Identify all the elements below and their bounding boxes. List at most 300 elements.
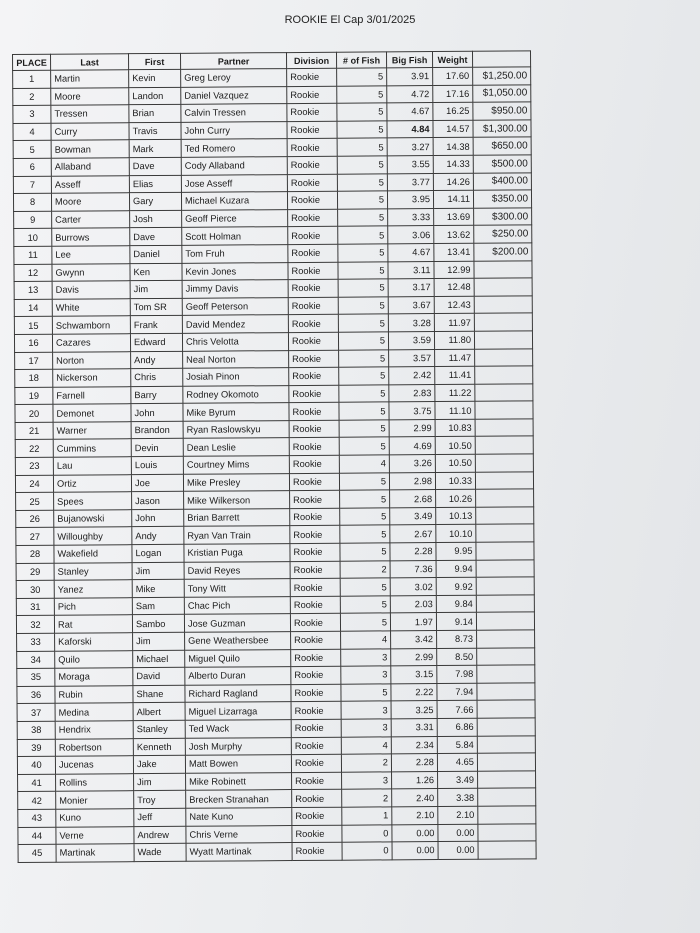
cell-last: Lee <box>52 246 130 264</box>
cell-weight: 11.97 <box>434 314 474 332</box>
cell-payout <box>478 771 536 789</box>
cell-division: Rookie <box>288 315 338 333</box>
cell-big-fish: 3.59 <box>388 331 434 349</box>
cell-weight: 12.48 <box>434 278 474 296</box>
cell-first: Sambo <box>132 615 184 633</box>
cell-last: Cummins <box>53 439 131 457</box>
cell-partner: Jose Asseff <box>181 174 287 192</box>
cell-partner: Tom Fruh <box>182 245 288 263</box>
cell-partner: Tony Witt <box>184 579 290 597</box>
cell-first: Michael <box>133 650 185 668</box>
cell-payout <box>477 647 535 665</box>
cell-weight: 9.92 <box>436 577 476 595</box>
cell-weight: 5.84 <box>437 736 477 754</box>
cell-division: Rookie <box>289 438 339 456</box>
cell-big-fish: 3.25 <box>391 701 437 719</box>
cell-big-fish: 4.72 <box>387 85 433 103</box>
cell-last: Nickerson <box>53 369 131 387</box>
cell-weight: 6.86 <box>437 718 477 736</box>
cell-big-fish: 2.40 <box>392 789 438 807</box>
cell-partner: Neal Norton <box>183 350 289 368</box>
cell-num-fish: 5 <box>340 490 390 508</box>
cell-num-fish: 5 <box>340 613 390 631</box>
cell-payout: $500.00 <box>473 155 531 173</box>
cell-num-fish: 3 <box>342 772 392 790</box>
cell-division: Rookie <box>291 754 341 772</box>
cell-big-fish: 2.99 <box>389 419 435 437</box>
cell-first: Jason <box>132 492 184 510</box>
cell-weight: 11.41 <box>435 366 475 384</box>
cell-place: 39 <box>17 739 55 757</box>
cell-partner: Mike Wilkerson <box>184 491 290 509</box>
cell-last: Lau <box>53 457 131 475</box>
cell-weight: 2.10 <box>438 806 478 824</box>
cell-first: Brandon <box>131 421 183 439</box>
cell-first: Jim <box>132 562 184 580</box>
cell-partner: Nate Kuno <box>186 808 292 826</box>
cell-division: Rookie <box>291 666 341 684</box>
cell-payout: $950.00 <box>473 102 531 120</box>
cell-weight: 11.47 <box>435 349 475 367</box>
cell-last: Schwamborn <box>52 316 130 334</box>
cell-first: Logan <box>132 544 184 562</box>
cell-place: 45 <box>18 844 56 862</box>
cell-weight: 3.38 <box>438 789 478 807</box>
cell-num-fish: 4 <box>339 455 389 473</box>
cell-first: Andy <box>132 527 184 545</box>
cell-last: Stanley <box>54 562 132 580</box>
cell-num-fish: 5 <box>339 437 389 455</box>
cell-division: Rookie <box>288 244 338 262</box>
cell-payout <box>477 683 535 701</box>
cell-partner: Michael Kuzara <box>181 192 287 210</box>
cell-payout <box>477 718 535 736</box>
cell-last: Gwynn <box>52 263 130 281</box>
cell-division: Rookie <box>287 139 337 157</box>
cell-partner: Brian Barrett <box>184 508 290 526</box>
cell-big-fish: 3.49 <box>390 507 436 525</box>
cell-weight: 16.25 <box>433 102 473 120</box>
cell-partner: Gene Weathersbee <box>185 632 291 650</box>
cell-big-fish: 4.84 <box>387 120 433 138</box>
cell-first: Frank <box>130 316 182 334</box>
cell-last: Robertson <box>55 738 133 756</box>
cell-place: 27 <box>16 528 54 546</box>
cell-weight: 10.83 <box>435 419 475 437</box>
cell-num-fish: 5 <box>338 226 388 244</box>
cell-place: 20 <box>15 405 53 423</box>
cell-division: Rookie <box>289 420 339 438</box>
cell-big-fish: 3.67 <box>388 296 434 314</box>
cell-place: 18 <box>15 369 53 387</box>
cell-place: 22 <box>15 440 53 458</box>
cell-big-fish: 2.68 <box>390 490 436 508</box>
cell-weight: 10.50 <box>435 437 475 455</box>
cell-first: Landon <box>129 87 181 105</box>
cell-big-fish: 4.67 <box>388 243 434 261</box>
cell-place: 3 <box>13 105 51 123</box>
cell-place: 19 <box>15 387 53 405</box>
cell-payout <box>475 472 533 490</box>
cell-num-fish: 5 <box>337 173 387 191</box>
cell-division: Rookie <box>292 807 342 825</box>
cell-place: 32 <box>16 616 54 634</box>
cell-big-fish: 7.36 <box>390 560 436 578</box>
cell-last: Wakefield <box>54 545 132 563</box>
header-division: Division <box>286 52 336 68</box>
cell-partner: Kristian Puga <box>184 544 290 562</box>
cell-weight: 14.11 <box>433 190 473 208</box>
cell-last: Allaband <box>51 158 129 176</box>
cell-big-fish: 2.99 <box>391 648 437 666</box>
cell-division: Rookie <box>289 403 339 421</box>
cell-big-fish: 3.77 <box>387 173 433 191</box>
cell-partner: Josh Murphy <box>185 737 291 755</box>
cell-last: Cazares <box>52 334 130 352</box>
cell-num-fish: 3 <box>341 666 391 684</box>
page-title: ROOKIE El Cap 3/01/2025 <box>284 14 416 26</box>
header-place: PLACE <box>13 54 51 70</box>
cell-partner: Wyatt Martinak <box>186 843 292 861</box>
cell-payout: $200.00 <box>474 243 532 261</box>
cell-weight: 10.26 <box>436 490 476 508</box>
cell-big-fish: 0.00 <box>392 824 438 842</box>
cell-place: 2 <box>13 88 51 106</box>
cell-payout <box>474 296 532 314</box>
cell-place: 31 <box>16 598 54 616</box>
cell-num-fish: 4 <box>341 736 391 754</box>
cell-weight: 14.38 <box>433 138 473 156</box>
cell-place: 11 <box>14 246 52 264</box>
cell-big-fish: 2.42 <box>389 367 435 385</box>
cell-num-fish: 5 <box>339 367 389 385</box>
cell-first: Chris <box>131 368 183 386</box>
cell-payout <box>477 630 535 648</box>
cell-place: 25 <box>16 492 54 510</box>
cell-num-fish: 5 <box>337 68 387 86</box>
cell-payout <box>476 612 534 630</box>
cell-first: John <box>131 404 183 422</box>
cell-partner: David Mendez <box>182 315 288 333</box>
cell-big-fish: 3.02 <box>390 578 436 596</box>
cell-payout <box>475 348 533 366</box>
cell-partner: Richard Ragland <box>185 684 291 702</box>
cell-num-fish: 2 <box>340 560 390 578</box>
cell-big-fish: 3.17 <box>388 279 434 297</box>
cell-place: 38 <box>17 721 55 739</box>
cell-division: Rookie <box>291 649 341 667</box>
cell-num-fish: 5 <box>340 525 390 543</box>
cell-partner: Kevin Jones <box>182 262 288 280</box>
cell-last: Spees <box>54 492 132 510</box>
cell-last: Asseff <box>51 175 129 193</box>
cell-place: 28 <box>16 545 54 563</box>
cell-big-fish: 3.28 <box>388 314 434 332</box>
cell-num-fish: 5 <box>338 244 388 262</box>
cell-num-fish: 5 <box>340 508 390 526</box>
cell-first: Wade <box>134 843 186 861</box>
cell-weight: 13.69 <box>434 208 474 226</box>
cell-division: Rookie <box>292 790 342 808</box>
cell-num-fish: 5 <box>340 596 390 614</box>
cell-weight: 17.60 <box>433 67 473 85</box>
cell-payout <box>476 524 534 542</box>
cell-first: Louis <box>131 456 183 474</box>
cell-division: Rookie <box>290 578 340 596</box>
cell-weight: 14.33 <box>433 155 473 173</box>
cell-payout <box>475 384 533 402</box>
cell-big-fish: 1.97 <box>390 613 436 631</box>
cell-place: 42 <box>18 792 56 810</box>
cell-payout <box>475 436 533 454</box>
cell-num-fish: 3 <box>341 648 391 666</box>
cell-partner: Courtney Mims <box>183 456 289 474</box>
cell-division: Rookie <box>291 719 341 737</box>
cell-last: Demonet <box>53 404 131 422</box>
cell-payout <box>474 278 532 296</box>
cell-big-fish: 3.42 <box>391 631 437 649</box>
cell-place: 9 <box>14 211 52 229</box>
cell-first: Stanley <box>133 720 185 738</box>
cell-weight: 7.98 <box>437 665 477 683</box>
cell-division: Rookie <box>290 543 340 561</box>
cell-last: Kaforski <box>55 633 133 651</box>
cell-big-fish: 3.57 <box>389 349 435 367</box>
cell-weight: 9.94 <box>436 560 476 578</box>
cell-last: Yanez <box>54 580 132 598</box>
cell-partner: Dean Leslie <box>183 438 289 456</box>
cell-last: Willoughby <box>54 527 132 545</box>
cell-division: Rookie <box>288 332 338 350</box>
cell-division: Rookie <box>287 156 337 174</box>
cell-partner: Scott Holman <box>182 227 288 245</box>
cell-partner: Chris Verne <box>186 825 292 843</box>
cell-num-fish: 5 <box>337 103 387 121</box>
cell-payout <box>478 806 536 824</box>
cell-division: Rookie <box>289 455 339 473</box>
cell-num-fish: 5 <box>337 85 387 103</box>
cell-first: Ken <box>130 263 182 281</box>
cell-last: Medina <box>55 703 133 721</box>
cell-big-fish: 2.03 <box>390 595 436 613</box>
cell-weight: 9.14 <box>436 613 476 631</box>
cell-first: Albert <box>133 703 185 721</box>
cell-payout: $400.00 <box>473 172 531 190</box>
cell-partner: Daniel Vazquez <box>181 86 287 104</box>
cell-weight: 11.22 <box>435 384 475 402</box>
cell-payout <box>476 507 534 525</box>
cell-first: Devin <box>131 439 183 457</box>
cell-first: Mike <box>132 580 184 598</box>
cell-payout <box>478 841 536 859</box>
cell-place: 34 <box>17 651 55 669</box>
cell-place: 44 <box>18 827 56 845</box>
cell-payout <box>477 700 535 718</box>
cell-first: Edward <box>130 333 182 351</box>
cell-payout <box>475 366 533 384</box>
cell-weight: 12.99 <box>434 261 474 279</box>
cell-last: Rubin <box>55 685 133 703</box>
cell-first: Mark <box>129 140 181 158</box>
cell-last: Moraga <box>55 668 133 686</box>
header-weight: Weight <box>432 51 472 67</box>
cell-division: Rookie <box>291 737 341 755</box>
cell-weight: 8.73 <box>437 630 477 648</box>
cell-num-fish: 2 <box>341 754 391 772</box>
cell-place: 23 <box>15 457 53 475</box>
cell-last: Moore <box>51 87 129 105</box>
cell-big-fish: 2.22 <box>391 683 437 701</box>
header-partner: Partner <box>180 53 286 70</box>
cell-division: Rookie <box>290 614 340 632</box>
cell-num-fish: 5 <box>341 684 391 702</box>
results-table <box>12 50 537 862</box>
cell-num-fish: 5 <box>339 385 389 403</box>
cell-last: White <box>52 298 130 316</box>
cell-last: Davis <box>52 281 130 299</box>
cell-big-fish: 2.98 <box>389 472 435 490</box>
cell-num-fish: 5 <box>339 402 389 420</box>
cell-place: 16 <box>14 334 52 352</box>
cell-weight: 11.80 <box>434 331 474 349</box>
cell-last: Monier <box>56 791 134 809</box>
cell-first: Jim <box>130 280 182 298</box>
cell-payout: $250.00 <box>474 225 532 243</box>
cell-last: Curry <box>51 122 129 140</box>
cell-first: Jake <box>133 755 185 773</box>
cell-division: Rookie <box>292 772 342 790</box>
cell-num-fish: 2 <box>342 789 392 807</box>
cell-partner: Mike Robinett <box>186 772 292 790</box>
cell-weight: 7.66 <box>437 701 477 719</box>
cell-first: Daniel <box>130 245 182 263</box>
cell-big-fish: 3.15 <box>391 666 437 684</box>
cell-first: Brian <box>129 105 181 123</box>
cell-place: 24 <box>15 475 53 493</box>
cell-num-fish: 5 <box>338 209 388 227</box>
cell-place: 5 <box>13 141 51 159</box>
cell-weight: 7.94 <box>437 683 477 701</box>
cell-last: Jucenas <box>55 756 133 774</box>
cell-last: Norton <box>53 351 131 369</box>
cell-division: Rookie <box>287 103 337 121</box>
cell-partner: Ted Wack <box>185 720 291 738</box>
cell-payout <box>475 419 533 437</box>
cell-place: 21 <box>15 422 53 440</box>
cell-payout <box>474 313 532 331</box>
cell-partner: Ryan Van Train <box>184 526 290 544</box>
cell-payout <box>474 260 532 278</box>
cell-payout <box>476 542 534 560</box>
cell-weight: 14.26 <box>433 173 473 191</box>
cell-big-fish: 4.69 <box>389 437 435 455</box>
cell-division: Rookie <box>289 367 339 385</box>
cell-place: 33 <box>17 633 55 651</box>
cell-division: Rookie <box>288 297 338 315</box>
cell-first: Andy <box>131 351 183 369</box>
cell-big-fish: 1.26 <box>392 771 438 789</box>
cell-weight: 9.95 <box>436 542 476 560</box>
cell-big-fish: 2.67 <box>390 525 436 543</box>
cell-division: Rookie <box>289 473 339 491</box>
cell-place: 37 <box>17 704 55 722</box>
cell-division: Rookie <box>289 350 339 368</box>
cell-first: Gary <box>129 192 181 210</box>
cell-num-fish: 5 <box>339 420 389 438</box>
cell-weight: 10.10 <box>436 525 476 543</box>
cell-place: 40 <box>17 756 55 774</box>
cell-division: Rookie <box>289 385 339 403</box>
cell-weight: 0.00 <box>438 841 478 859</box>
cell-first: Kevin <box>129 69 181 87</box>
cell-big-fish: 0.00 <box>392 842 438 860</box>
cell-division: Rookie <box>290 508 340 526</box>
cell-big-fish: 2.28 <box>390 543 436 561</box>
cell-place: 7 <box>13 176 51 194</box>
cell-num-fish: 5 <box>337 121 387 139</box>
cell-big-fish: 2.83 <box>389 384 435 402</box>
cell-num-fish: 5 <box>339 473 389 491</box>
cell-place: 1 <box>13 70 51 88</box>
cell-big-fish: 3.55 <box>387 156 433 174</box>
cell-last: Quilo <box>55 650 133 668</box>
cell-partner: Calvin Tressen <box>181 104 287 122</box>
cell-division: Rookie <box>290 490 340 508</box>
cell-payout <box>476 577 534 595</box>
results-body <box>13 67 537 862</box>
cell-num-fish: 5 <box>340 578 390 596</box>
cell-num-fish: 0 <box>342 842 392 860</box>
cell-division: Rookie <box>288 227 338 245</box>
cell-partner: Mike Presley <box>183 473 289 491</box>
cell-num-fish: 5 <box>338 332 388 350</box>
cell-first: John <box>132 509 184 527</box>
cell-division: Rookie <box>288 262 338 280</box>
cell-last: Hendrix <box>55 721 133 739</box>
cell-last: Bowman <box>51 140 129 158</box>
cell-payout <box>474 331 532 349</box>
cell-partner: Brecken Stranahan <box>186 790 292 808</box>
cell-partner: Greg Leroy <box>181 69 287 87</box>
cell-partner: Miguel Lizarraga <box>185 702 291 720</box>
cell-place: 10 <box>14 229 52 247</box>
cell-last: Carter <box>52 210 130 228</box>
cell-partner: Matt Bowen <box>185 755 291 773</box>
cell-last: Rat <box>54 615 132 633</box>
cell-big-fish: 2.34 <box>391 736 437 754</box>
cell-first: Tom SR <box>130 298 182 316</box>
cell-first: Kenneth <box>133 738 185 756</box>
cell-num-fish: 5 <box>337 156 387 174</box>
cell-partner: Mike Byrum <box>183 403 289 421</box>
cell-num-fish: 3 <box>341 719 391 737</box>
cell-place: 4 <box>13 123 51 141</box>
header-num-fish: # of Fish <box>336 52 386 68</box>
cell-division: Rookie <box>288 279 338 297</box>
cell-division: Rookie <box>292 842 342 860</box>
cell-division: Rookie <box>290 561 340 579</box>
cell-first: Jim <box>133 632 185 650</box>
cell-weight: 11.10 <box>435 402 475 420</box>
cell-last: Bujanowski <box>54 510 132 528</box>
cell-first: Travis <box>129 122 181 140</box>
cell-big-fish: 3.26 <box>389 455 435 473</box>
cell-division: Rookie <box>291 684 341 702</box>
cell-first: Jim <box>134 773 186 791</box>
cell-payout <box>475 401 533 419</box>
cell-place: 35 <box>17 668 55 686</box>
cell-first: Jeff <box>134 808 186 826</box>
